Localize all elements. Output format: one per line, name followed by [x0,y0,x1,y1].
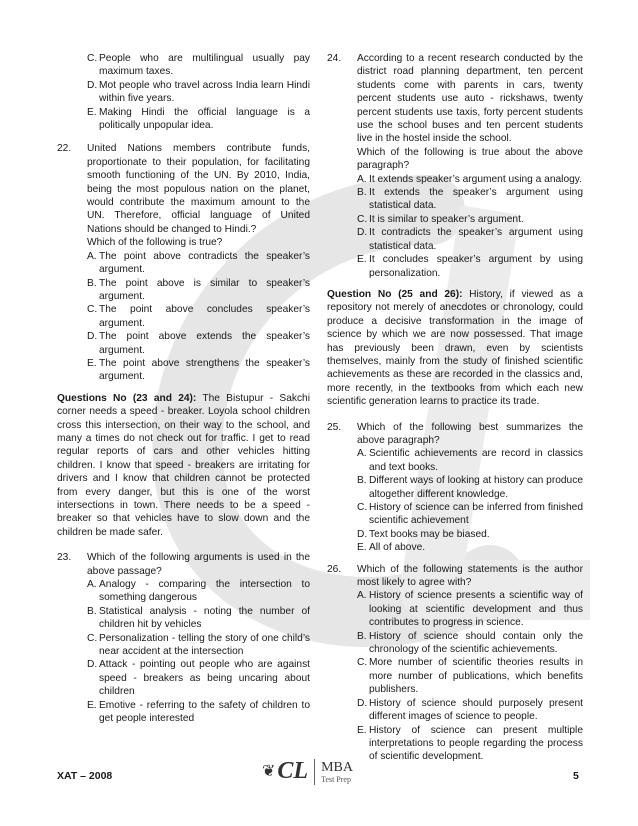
option-item [87,605,310,632]
option-text: Making Hindi the official language is a politically unpopular idea. [99,106,310,132]
question-number: 23. [57,552,72,564]
passage-heading: Questions No (23 and 24): [57,392,197,404]
cl-logo [262,759,353,785]
option-text: History of science can be inferred from finished scientific achievement [369,502,583,527]
option-item [87,658,310,698]
option-letter: D. [357,528,368,540]
option-text: The point above contradicts the speaker’s argument. [99,250,310,276]
passage-text: The Bistupur - Sakchi corner needs a speed - breaker. Loyola school children cross this intersection, on their way to the school, and many a times do not check out for traffic. I get to read regular reports of cars and other vehicles hitting children. I know that speed - breakers are irritating for drivers and I know that children cannot be protected from every danger, but this is one of the worst intersections in town. There needs to be a speed - breaker so that vehicles have to slow down and the children be made safer. [57,392,310,538]
option-item [357,173,583,186]
option-text: It extends the speaker’s argument using statistical data. [369,187,583,212]
option-item [357,213,583,226]
options-list [357,173,583,280]
options-list [87,250,310,384]
question-25 [327,421,583,555]
option-text: History of science should contain only the chronology of the scientific achievements. [369,630,583,656]
option-text: It concludes speaker’s argument by using personalization. [369,254,583,279]
option-text: History of science should purposely present different images of science to people. [369,697,583,723]
question-number: 22. [57,143,72,155]
option-text: Attack - pointing out people who are against speed - breakers as being uncaring about children [99,659,310,698]
option-letter: C. [87,53,98,64]
passage-text: History, if viewed as a repository not merely of anecdotes or chronology, could produce a decisive transformation in the image of science by which we are now possessed. That image has previously been drawn, even by scientists themselves, mainly from the study of finished scientific achievements as these are recorded in the classics and, more recently, in the textbooks from which each new scientific generation learns to practice its trade. [327,288,583,408]
option-letter: C. [357,502,368,513]
option-letter: E. [357,542,367,554]
passage-25-26 [327,288,583,409]
option-letter: A. [357,173,367,185]
passage-heading: Question No (25 and 26): [327,288,463,300]
option-item [357,501,583,528]
options-list [357,447,583,554]
option-letter: B. [87,605,97,617]
option-text: Personalization - telling the story of one child’s near accident at the intersection [99,632,310,658]
option-item [357,528,583,541]
option-item [87,79,310,106]
option-letter: C. [87,632,98,644]
option-letter: B. [357,187,367,199]
option-item [357,589,583,629]
logo-mba: MBA [321,759,353,775]
passage-23-24 [57,392,310,539]
left-column [57,52,310,734]
option-text: Scientific achievements are record in classics and text books. [369,448,583,473]
option-item [357,541,583,554]
right-column [327,52,583,772]
option-item [87,277,310,304]
option-item [357,447,583,474]
option-letter: E. [357,254,367,266]
question-stem: According to a recent research conducted by the district road planning department, ten percent students come with parents in cars, twenty percent students use auto - rickshaws, twenty percent students use taxis, forty percent students use the school buses and ten percent students live in the hostel inside the school. [357,53,583,145]
logo-cl: CL [277,758,309,785]
option-letter: D. [87,659,98,671]
option-item [87,106,310,133]
question-prompt: Which of the following is true about the above paragraph? [357,146,583,172]
option-letter: B. [357,630,367,642]
option-text: Statistical analysis - noting the number of children hit by vehicles [99,605,310,631]
option-text: The point above concludes speaker’s argument. [99,304,310,329]
leaf-icon: ❦ [262,763,276,781]
option-text: History of science presents a scientific way of looking at scientific development and thus contributes to progress in science. [369,590,583,629]
option-item [357,630,583,657]
option-letter: C. [87,304,98,316]
option-letter: C. [357,657,368,669]
option-item [87,578,310,605]
option-item [357,724,583,764]
option-text: All of above. [369,542,426,554]
option-text: The point above is similar to speaker’s argument. [99,277,310,302]
option-text: History of science can present multiple interpretations to people regarding the process of scientific development. [369,724,583,763]
option-text: Emotive - referring to the safety of children to get people interested [99,699,310,725]
option-letter: D. [87,79,98,91]
option-letter: D. [357,227,368,239]
question-stem: Which of the following statements is the author most likely to agree with? [357,563,583,589]
option-letter: A. [357,448,367,460]
option-item [357,474,583,501]
option-letter: B. [87,277,97,289]
option-text: The point above strengthens the speaker’s argument. [99,357,310,383]
question-number: 24. [327,53,342,64]
option-letter: D. [87,331,98,343]
option-item [357,253,583,280]
option-letter: A. [87,579,97,591]
question-24 [327,52,583,280]
question-number: 26. [327,563,342,575]
option-item [87,330,310,357]
question-stem: Which of the following best summarizes the above paragraph? [357,421,583,446]
option-text: The point above extends the speaker’s argument. [99,331,310,356]
option-text: Analogy - comparing the intersection to something dangerous [99,579,310,604]
option-item [87,250,310,277]
option-text: More number of scientific theories results in more number of publications, which benefits publishers. [369,657,583,696]
option-letter: B. [357,475,367,487]
option-text: Mot people who travel across India learn Hindi within five years. [99,79,310,105]
option-letter: E. [357,724,367,736]
options-list [357,589,583,763]
option-item [357,226,583,253]
options-list [87,578,310,725]
option-item [357,697,583,724]
option-letter: A. [87,250,97,262]
option-text: People who are multilingual usually pay maximum taxes. [99,53,310,78]
q21-options [87,52,310,132]
question-23 [57,551,310,725]
question-stem: Which of the following arguments is used in the above passage? [87,552,310,577]
option-item [357,656,583,696]
option-letter: E. [87,357,97,369]
option-text: It extends speaker’s argument using a analogy. [369,173,582,185]
logo-tagline: Test Prep [321,774,351,784]
logo-divider [314,759,315,785]
option-item [87,52,310,79]
option-item [87,357,310,384]
exam-label: XAT – 2008 [57,770,113,782]
option-text: Different ways of looking at history can produce altogether different knowledge. [369,475,583,500]
question-prompt: Which of the following is true? [87,237,223,249]
question-22 [57,142,310,383]
option-text: It is similar to speaker’s argument. [369,213,524,225]
option-letter: E. [87,699,97,711]
option-letter: E. [87,106,97,118]
option-text: Text books may be biased. [369,528,490,540]
option-item [87,632,310,659]
option-letter: C. [357,213,368,225]
option-text: It contradicts the speaker’s argument using statistical data. [369,227,583,252]
option-letter: A. [357,590,367,602]
question-26 [327,563,583,764]
question-number: 25. [327,421,342,433]
question-stem: United Nations members contribute funds, proportionate to their population, for facilitating smooth functioning of the UN. By 2010, India, being the most populous nation on the planet, would contribute the maximum amount to the UN. Therefore, official language of United Nations should be changed to Hindi.? [87,143,310,235]
option-item [87,303,310,330]
page-number: 5 [573,770,579,782]
option-item [87,699,310,726]
option-item [357,186,583,213]
option-letter: D. [357,697,368,709]
